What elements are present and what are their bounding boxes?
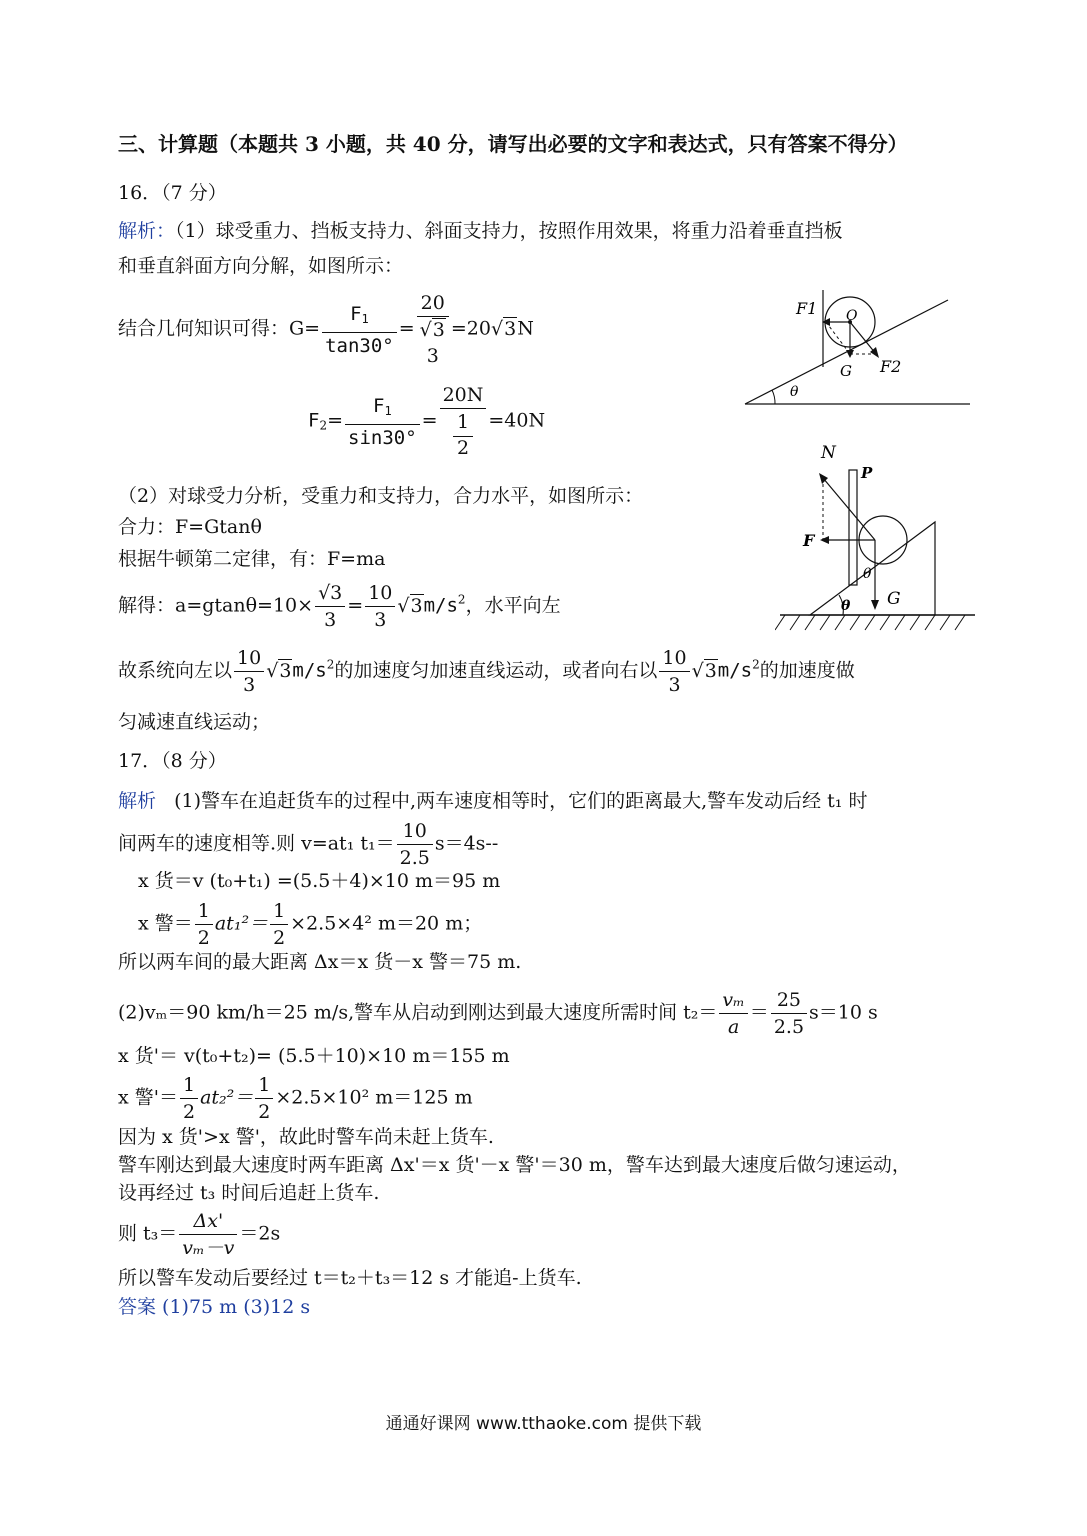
label-theta: θ bbox=[790, 384, 799, 400]
label-g: G bbox=[887, 589, 901, 609]
q16-header: 16．（7 分） bbox=[118, 182, 227, 204]
q17-line5: 所以两车间的最大距离 Δx＝x 货－x 警＝75 m. bbox=[118, 951, 522, 973]
fraction: $\frac{10}{3}$ bbox=[365, 580, 395, 633]
q17-header: 17．（8 分） bbox=[118, 750, 227, 772]
q17-line11: 设再经过 t₃ 时间后追赶上货车. bbox=[118, 1182, 380, 1204]
figure-ball-on-incline bbox=[740, 282, 975, 412]
fraction: $\frac{25}{2.5}$ bbox=[771, 987, 807, 1040]
fraction: 20 √3 3 bbox=[417, 290, 449, 369]
label-f1: F1 bbox=[796, 299, 818, 318]
fraction: $\frac{1}{2}$ bbox=[195, 898, 213, 951]
fraction: 20N 1 2 bbox=[440, 382, 487, 461]
fraction: $\frac{1}{2}$ bbox=[270, 898, 288, 951]
label-o: O bbox=[846, 308, 858, 324]
fraction: $\frac{√3}{3}$ bbox=[315, 580, 345, 633]
q16-para3: 合力：F=Gtanθ bbox=[118, 516, 262, 538]
figure-force-analysis bbox=[775, 440, 980, 638]
q17-line7: x 货'＝ v(t₀+t₂)= (5.5＋10)×10 m＝155 m bbox=[118, 1045, 510, 1067]
fraction: $\frac{F_1}{\tan 30^\circ}$ bbox=[322, 301, 397, 359]
q17-line1: 解析 (1)警车在追赶货车的过程中,两车速度相等时，它们的距离最大,警车发动后经 t₁ 时 bbox=[118, 790, 868, 812]
q17-line10: 警车刚达到最大速度时两车距离 Δx'＝x 货'－x 警'＝30 m，警车达到最大速度后做匀速运动， bbox=[118, 1154, 911, 1176]
label-f2: F2 bbox=[880, 357, 902, 376]
q17-line2: 间两车的速度相等.则 v=at₁ t₁＝ $\frac{10}{2.5}$ s＝4s-- bbox=[118, 820, 499, 869]
q17-line13: 所以警车发动后要经过 t＝t₂＋t₃＝12 s 才能追-上货车. bbox=[118, 1267, 582, 1289]
fraction: $\frac{1}{2}$ bbox=[180, 1072, 198, 1125]
q17-line4: x 警＝ $\frac{1}{2}$ at₁²＝ $\frac{1}{2}$ ×2.5×4² m＝20 m； bbox=[138, 900, 483, 949]
label-p: P bbox=[861, 464, 873, 482]
q16-para2: （2）对球受力分析，受重力和支持力，合力水平，如图所示： bbox=[118, 485, 644, 507]
q17-answer: 答案 (1)75 m (3)12 s bbox=[118, 1296, 311, 1318]
q17-label: 解析 bbox=[118, 790, 157, 812]
ground-hatch bbox=[775, 615, 965, 630]
fraction: $\frac{\Delta x'}{\text{vₘ－v}}$ bbox=[179, 1208, 237, 1261]
fraction: $\frac{10}{3}$ bbox=[659, 645, 689, 698]
label-theta1: θ bbox=[863, 566, 872, 582]
f-arrowhead bbox=[820, 536, 829, 544]
label-theta2: θ bbox=[841, 598, 851, 614]
board-p bbox=[849, 470, 857, 585]
fraction: $\frac{1}{2}$ bbox=[255, 1072, 273, 1125]
section-title: 三、计算题（本题共 3 小题，共 40 分，请写出必要的文字和表达式，只有答案不得分） bbox=[118, 132, 908, 156]
q16-f2-formula: $F_2=$ $\frac{F_1}{\sin 30^\circ}$ = 20N 1 2 =40N bbox=[308, 384, 546, 459]
dashed-line bbox=[826, 322, 850, 354]
f2-line bbox=[850, 322, 876, 354]
fraction: $\frac{\text{vₘ}}{a}$ bbox=[719, 987, 747, 1040]
fraction: $\frac{F_1}{\sin 30^\circ}$ bbox=[345, 393, 420, 451]
q16-para6: 故系统向左以 $\frac{10}{3}$ $√3m/s^2$的加速度匀加速直线运动，或者向右以 $\frac{10}{3}$ $√3m/s^2$的加速度做 bbox=[118, 647, 855, 696]
label-g: G bbox=[840, 362, 852, 380]
fraction: $\frac{10}{2.5}$ bbox=[397, 818, 433, 871]
q16-para5: 解得：a=gtanθ=10× $\frac{√3}{3}$ = $\frac{10}{3}$ $√3m/s^2$，水平向左 bbox=[118, 582, 561, 631]
q16-para1a: 解析：（1）球受重力、挡板支持力、斜面支持力，按照作用效果，将重力沿着垂直挡板 bbox=[118, 220, 843, 242]
q16-label: 解析： bbox=[118, 220, 176, 242]
q17-line6: (2)vₘ＝90 km/h＝25 m/s,警车从启动到刚达到最大速度所需时间 t₂＝ $\frac{\text{vₘ}}{a}$ ＝ $\frac{25}{2.5}$ s＝10 s bbox=[118, 989, 878, 1038]
q17-line8: x 警'＝ $\frac{1}{2}$ at₂²＝ $\frac{1}{2}$ ×2.5×10² m＝125 m bbox=[118, 1074, 473, 1123]
q17-line9: 因为 x 货'>x 警'，故此时警车尚未赶上货车. bbox=[118, 1126, 494, 1148]
fraction: $\frac{10}{3}$ bbox=[234, 645, 264, 698]
label-f: F bbox=[803, 531, 815, 550]
label-n: N bbox=[821, 443, 836, 463]
q17-line3: x 货＝v (t₀+t₁) =(5.5＋4)×10 m＝95 m bbox=[138, 870, 501, 892]
q16-para1b: 和垂直斜面方向分解，如图所示： bbox=[118, 255, 404, 277]
q16-para7: 匀减速直线运动； bbox=[118, 711, 271, 733]
q16-g-formula: 结合几何知识可得：G= $\frac{F_1}{\tan 30^\circ}$ = 20 √3 3 =20√3N bbox=[118, 292, 534, 367]
footer-credit: 通通好课网 www.tthaoke.com 提供下载 bbox=[385, 1414, 702, 1434]
q17-line12: 则 t₃＝ $\frac{\Delta x'}{\text{vₘ－v}}$ ＝2s bbox=[118, 1210, 281, 1259]
g-arrowhead bbox=[871, 600, 879, 610]
q16-para4: 根据牛顿第二定律，有：F=ma bbox=[118, 548, 386, 570]
theta-arc bbox=[772, 390, 775, 404]
